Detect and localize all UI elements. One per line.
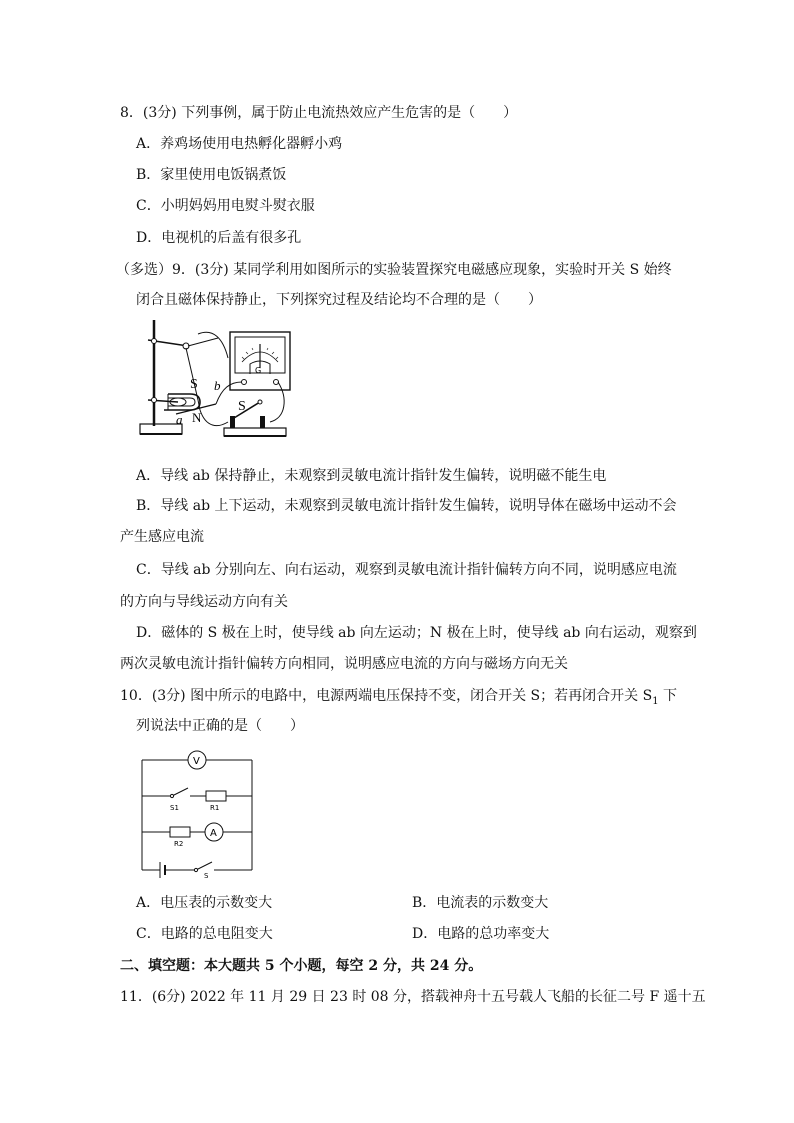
q9-induction-apparatus-figure	[138, 318, 298, 446]
q10-stem-line1: 10．(3分) 图中所示的电路中，电源两端电压保持不变，闭合开关 S；若再闭合开关 $S_1$ 下	[120, 688, 678, 707]
q10-label-s: S	[204, 872, 209, 880]
q10-ammeter-label: A	[210, 828, 217, 839]
q11-stem: 11．(6分) 2022 年 11 月 29 日 23 时 08 分，搭载神舟十五号载人飞船的长征二号 F 遥十五	[120, 989, 706, 1005]
q9-option-d-line1: D．磁体的 S 极在上时，使导线 ab 向左运动；N 极在上时，使导线 ab 向右运动，观察到	[136, 625, 697, 641]
section-2-heading: 二、填空题：本大题共 5 个小题，每空 2 分，共 24 分。	[120, 958, 483, 974]
q9-option-b-line2: 产生感应电流	[120, 529, 204, 545]
q10-label-r2: R2	[174, 840, 184, 848]
q9-option-a: A．导线 ab 保持静止，未观察到灵敏电流计指针发生偏转，说明磁不能生电	[136, 468, 607, 484]
q9-option-d-line2: 两次灵敏电流计指针偏转方向相同，说明感应电流的方向与磁场方向无关	[120, 656, 568, 672]
q10-option-b: B．电流表的示数变大	[412, 895, 549, 911]
q9-label-n-pole: N	[192, 410, 202, 425]
svg-text:G: G	[255, 366, 262, 375]
q10-circuit-diagram	[136, 748, 260, 880]
q9-stem-line1: （多选）9．(3分) 某同学利用如图所示的实验装置探究电磁感应现象，实验时开关 S 始终	[116, 262, 672, 278]
q8-option-b: B．家里使用电饭锅煮饭	[136, 167, 287, 183]
q10-voltmeter-label: V	[193, 756, 200, 767]
q9-label-s-pole: S	[190, 377, 198, 392]
q9-option-b-line1: B．导线 ab 上下运动，未观察到灵敏电流计指针发生偏转，说明导体在磁场中运动不会	[136, 498, 677, 514]
q10-stem-line2: 列说法中正确的是（ ）	[136, 718, 304, 734]
q9-stem-line2: 闭合且磁体保持静止，下列探究过程及结论均不合理的是（ ）	[136, 292, 542, 308]
q8-option-a: A．养鸡场使用电热孵化器孵小鸡	[136, 136, 343, 152]
q8-stem: 8．(3分) 下列事例，属于防止电流热效应产生危害的是（ ）	[120, 105, 518, 121]
q10-option-d: D．电路的总功率变大	[412, 926, 550, 942]
q8-option-c: C．小明妈妈用电熨斗熨衣服	[136, 198, 315, 214]
q10-option-c: C．电路的总电阻变大	[136, 926, 273, 942]
q10-label-s1: S1	[170, 804, 179, 812]
q9-label-b: b	[214, 378, 221, 393]
q9-option-c-line1: C．导线 ab 分别向左、向右运动，观察到灵敏电流计指针偏转方向不同，说明感应电流	[136, 562, 677, 578]
q9-label-a: a	[176, 412, 183, 427]
q10-label-r1: R1	[210, 804, 220, 812]
q10-option-a: A．电压表的示数变大	[136, 895, 273, 911]
q9-label-switch: S	[238, 399, 246, 414]
q8-option-d: D．电视机的后盖有很多孔	[136, 230, 302, 246]
q9-option-c-line2: 的方向与导线运动方向有关	[120, 594, 288, 610]
